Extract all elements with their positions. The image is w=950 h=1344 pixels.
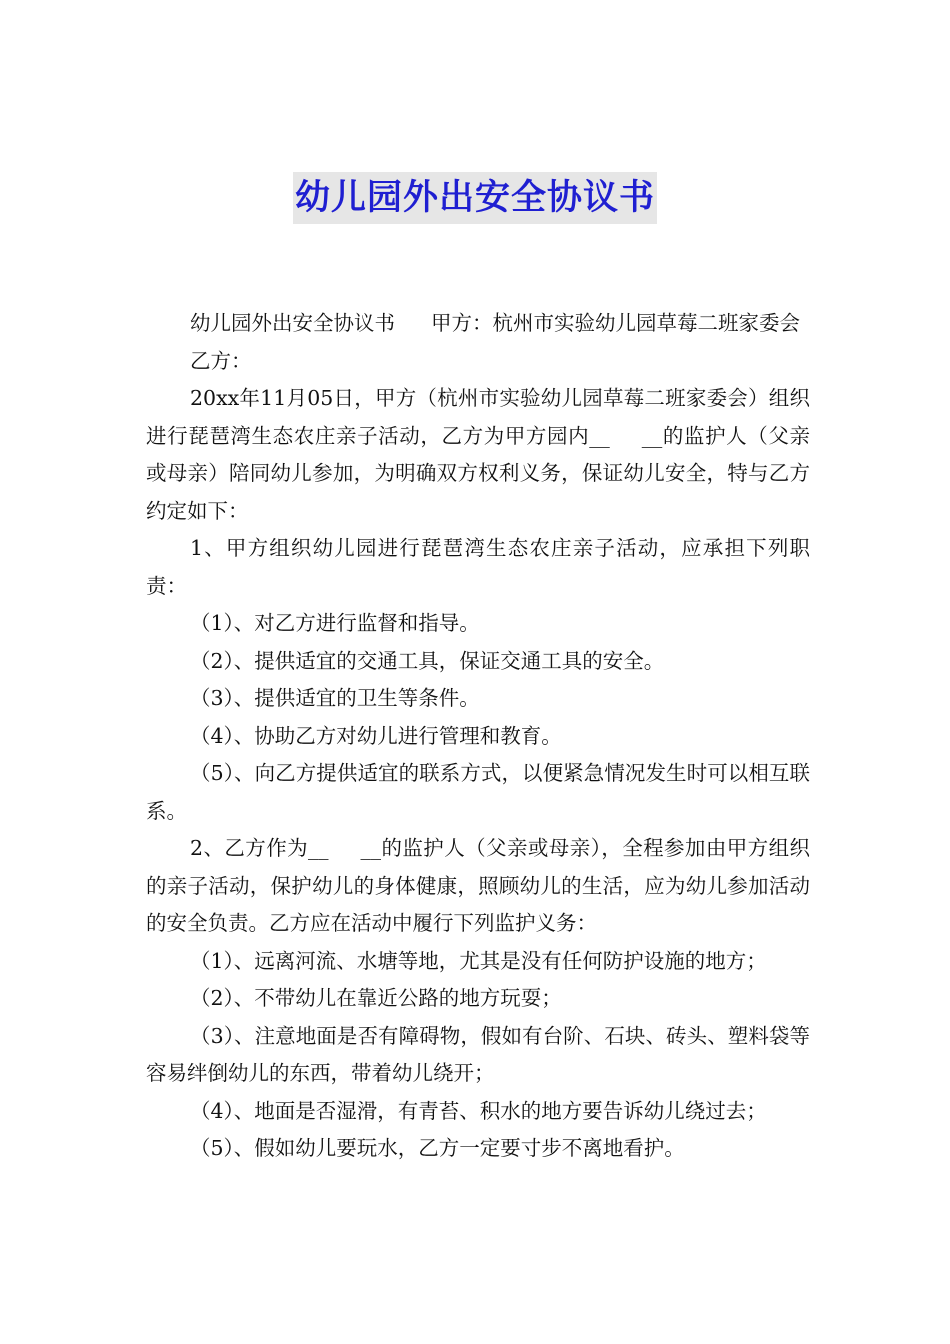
party-b-duty-4: （4）、地面是否湿滑，有青苔、积水的地方要告诉幼儿绕过去；: [190, 1098, 767, 1123]
agreement-text-part2: __的监护人（父亲或母亲）陪同幼儿参加，为明确双方权利义务，保证幼儿安全，特与乙方约定如下：: [146, 423, 810, 523]
section-2-part1: 2、乙方作为__: [190, 836, 329, 860]
party-b-duty-1: （1）、远离河流、水塘等地，尤其是没有任何防护设施的地方；: [190, 948, 767, 973]
party-a-duty-5: （5）、向乙方提供适宜的联系方式，以便紧急情况发生时可以相互联系。: [146, 761, 810, 823]
party-a-duty-3: （3）、提供适宜的卫生等条件。: [190, 686, 480, 710]
party-b-duty-3: （3）、注意地面是否有障碍物，假如有台阶、石块、砖头、塑料袋等容易绊倒幼儿的东西，带着幼儿绕开；: [146, 1023, 810, 1085]
title-container: [0, 172, 950, 224]
party-b-duty-5: （5）、假如幼儿要玩水，乙方一定要寸步不离地看护。: [190, 1136, 685, 1160]
party-a: 甲方：杭州市实验幼儿园草莓二班家委会: [431, 311, 800, 335]
party-b-paragraph: [146, 343, 810, 381]
document-body: [146, 305, 810, 1168]
party-a-duty-4: （4）、协助乙方对幼儿进行管理和教育。: [190, 723, 562, 748]
section-1-heading: 1、甲方组织幼儿园进行琵琶湾生态农庄亲子活动，应承担下列职责：: [146, 536, 810, 598]
section-2-part2: __的监护人（父亲或母亲），全程参加由甲方组织的亲子活动，保护幼儿的身体健康，照顾幼儿的生活，应为幼儿参加活动的安全负责。乙方应在活动中履行下列监护义务：: [146, 836, 811, 935]
party-a-duty-2: （2）、提供适宜的交通工具，保证交通工具的安全。: [190, 648, 665, 673]
party-b: 乙方：: [190, 348, 252, 373]
intro-heading: 幼儿园外出安全协议书: [190, 311, 395, 335]
agreement-text-part1: 20xx年11月05日，甲方（杭州市实验幼儿园草莓二班家委会）组织进行琵琶湾生态农庄亲子活动，乙方为甲方园内__: [146, 386, 810, 448]
party-b-duty-2: （2）、不带幼儿在靠近公路的地方玩耍；: [190, 986, 562, 1010]
document-title: 幼儿园外出安全协议书: [293, 172, 657, 224]
party-a-duty-1: （1）、对乙方进行监督和指导。: [190, 611, 480, 635]
agreement-paragraph: [146, 380, 810, 530]
section-2-paragraph: [146, 830, 810, 943]
intro-paragraph: [146, 305, 810, 343]
